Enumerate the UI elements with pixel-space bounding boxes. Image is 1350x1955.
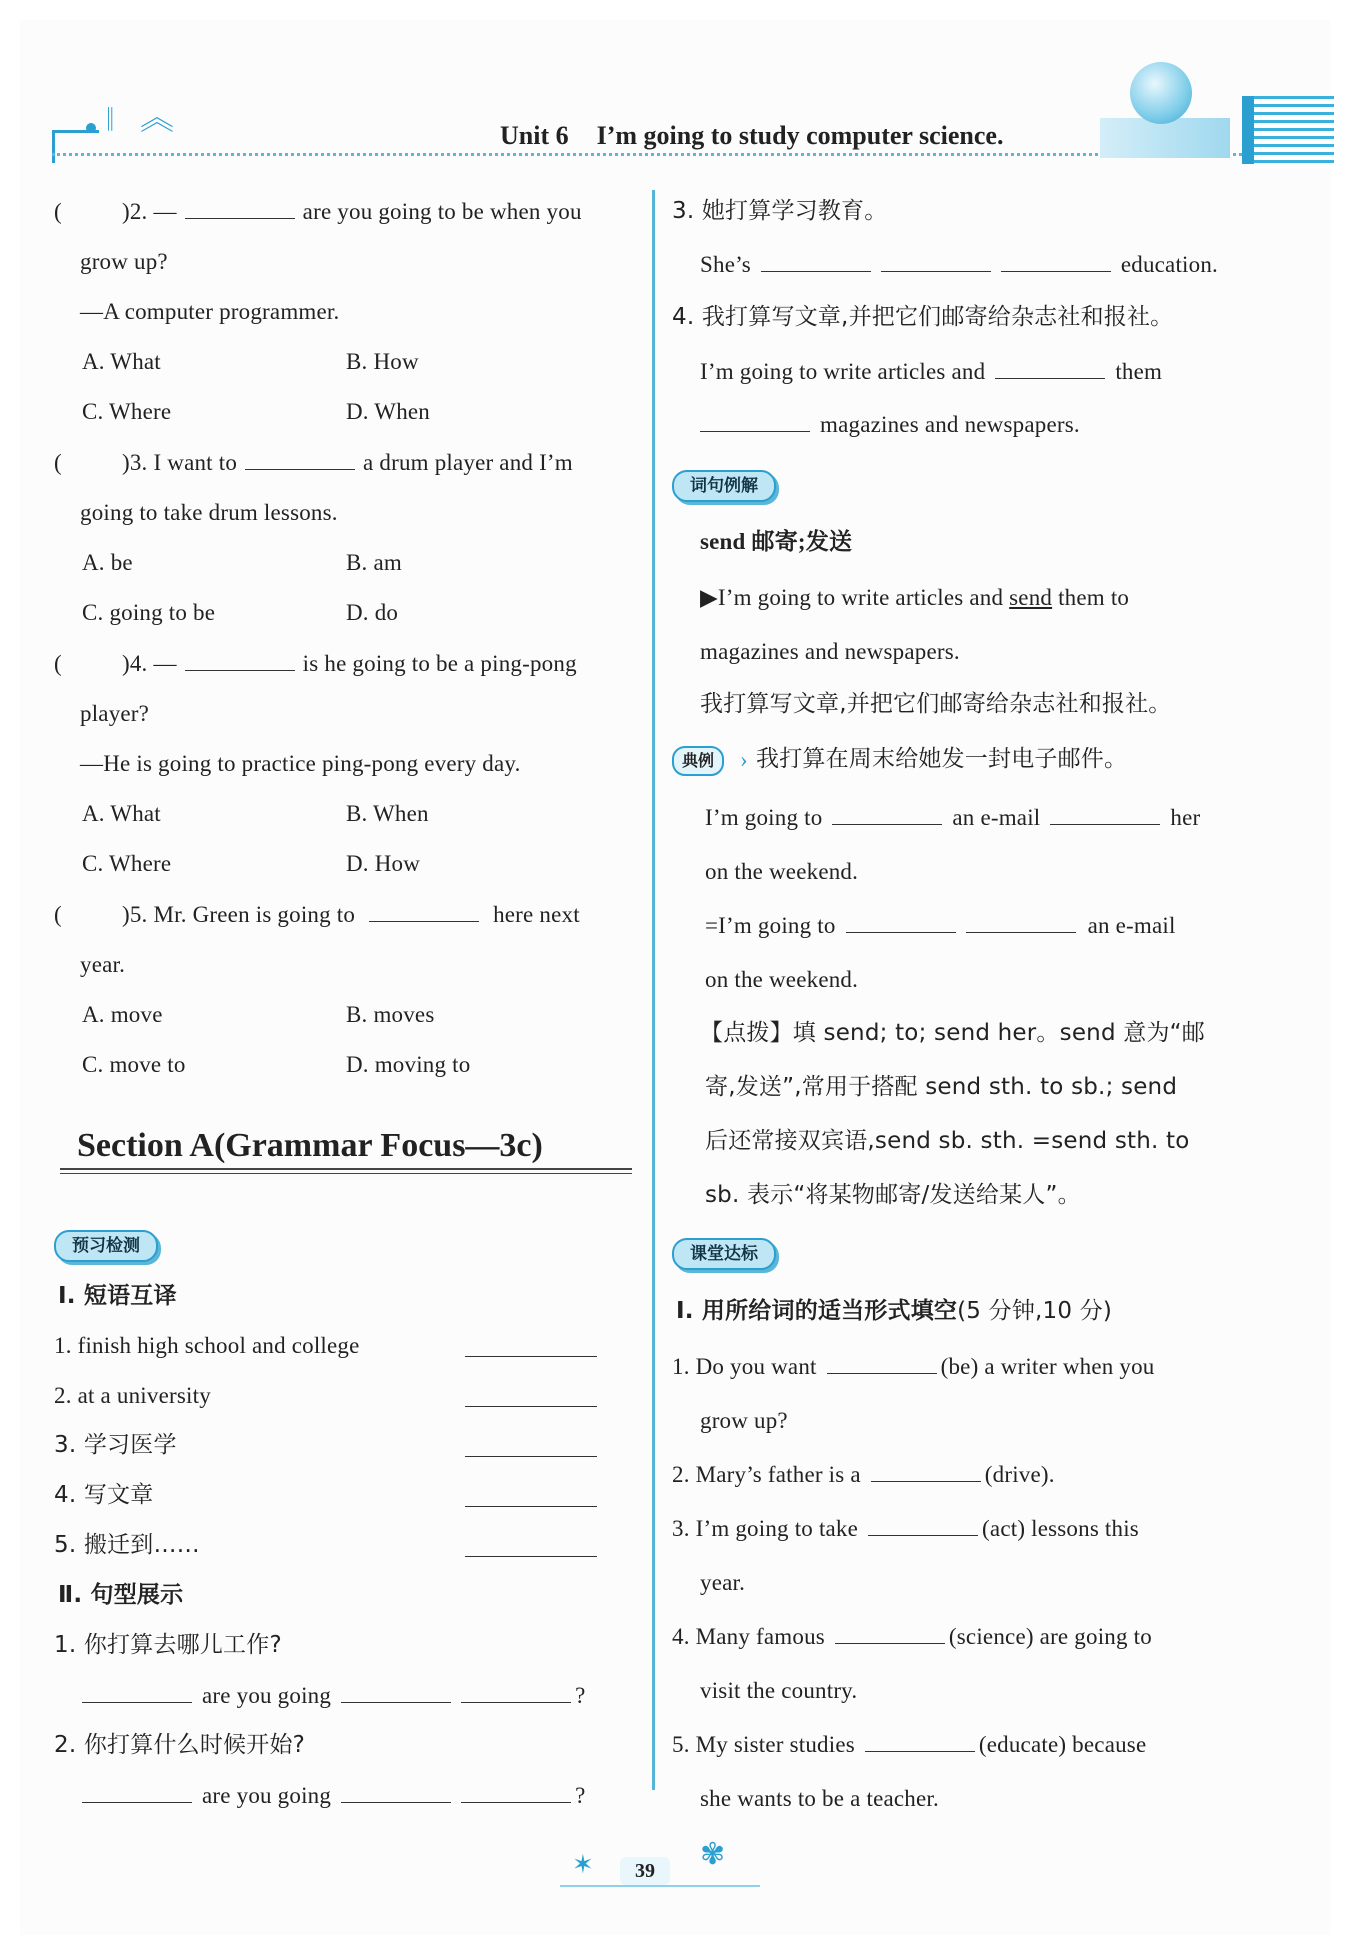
- fill-1: 1. Do you want (be) a writer when you: [672, 1354, 1155, 1379]
- q4-option-a[interactable]: A. What: [82, 801, 161, 826]
- q2-option-b[interactable]: B. How: [346, 349, 419, 374]
- answer-blank[interactable]: [832, 823, 942, 825]
- part2-title: Ⅱ. 句型展示: [58, 1582, 184, 1608]
- q5-option-b[interactable]: B. moves: [346, 1002, 435, 1027]
- q2-option-a[interactable]: A. What: [82, 349, 161, 374]
- q3-cont: going to take drum lessons.: [80, 500, 338, 525]
- q2-paren: (: [54, 199, 62, 224]
- answer-blank[interactable]: [341, 1801, 451, 1803]
- answer-blank[interactable]: [461, 1801, 571, 1803]
- q5-option-d[interactable]: D. moving to: [346, 1052, 471, 1077]
- header-decoration: [1100, 118, 1230, 158]
- q4-cont: player?: [80, 701, 150, 726]
- preview-tag: 预习检测: [54, 1230, 158, 1262]
- vocab-word: send 邮寄;发送: [700, 529, 853, 554]
- q2-cont: grow up?: [80, 249, 168, 274]
- fill-1-cont: grow up?: [700, 1408, 788, 1433]
- palm-tree-icon: ✾: [700, 1838, 726, 1871]
- q2-option-c[interactable]: C. Where: [82, 399, 172, 424]
- bird-icon: 𝄁: [108, 104, 113, 137]
- answer-blank[interactable]: [868, 1534, 978, 1536]
- header-dot: [86, 123, 96, 133]
- q3-option-b[interactable]: B. am: [346, 550, 402, 575]
- question-4: )4. — is he going to be a ping-pong: [122, 651, 577, 676]
- answer-blank[interactable]: [245, 468, 355, 470]
- fill-2: 2. Mary’s father is a (drive).: [672, 1462, 1055, 1487]
- answer-line[interactable]: [465, 1406, 597, 1407]
- answer-blank[interactable]: [966, 931, 1076, 933]
- phrase-item-5: 5. 搬迁到……: [54, 1532, 200, 1558]
- q2-answer: —A computer programmer.: [80, 299, 340, 324]
- r4-en-line1: I’m going to write articles and them: [700, 359, 1163, 384]
- sentence-1-cn: 1. 你打算去哪儿工作?: [54, 1632, 282, 1658]
- sentence-1-en: are you going ?: [82, 1684, 586, 1707]
- phrase-item-1: 1. finish high school and college: [54, 1333, 360, 1358]
- header-bar: [1242, 96, 1254, 164]
- tip-line-3: 后还常接双宾语,send sb. sth. =send sth. to: [705, 1128, 1190, 1154]
- typical-line-2: on the weekend.: [705, 859, 859, 884]
- sentence-2-en: are you going ?: [82, 1784, 586, 1807]
- bird-icon: ︽: [140, 100, 174, 137]
- fill-3: 3. I’m going to take (act) lessons this: [672, 1516, 1139, 1541]
- fill-4-cont: visit the country.: [700, 1678, 858, 1703]
- answer-line[interactable]: [465, 1456, 597, 1457]
- phrase-item-2: 2. at a university: [54, 1383, 211, 1408]
- r3-en: She’s education.: [700, 252, 1218, 277]
- answer-blank[interactable]: [461, 1701, 571, 1703]
- answer-blank[interactable]: [82, 1701, 192, 1703]
- question-3: )3. I want to a drum player and I’m: [122, 450, 573, 475]
- fill-5-cont: she wants to be a teacher.: [700, 1786, 939, 1811]
- question-2: )2. — are you going to be when you: [122, 199, 582, 224]
- typical-cn: 我打算在周末给她发一封电子邮件。: [756, 746, 1128, 772]
- answer-blank[interactable]: [1050, 823, 1160, 825]
- typical-line-1: I’m going to an e-mail her: [705, 805, 1201, 830]
- example-line-2: magazines and newspapers.: [700, 639, 960, 664]
- column-divider: [652, 190, 655, 1790]
- phrase-item-4: 4. 写文章: [54, 1482, 154, 1508]
- q3-paren: (: [54, 450, 62, 475]
- page-number: 39: [620, 1857, 670, 1885]
- answer-blank[interactable]: [82, 1801, 192, 1803]
- q5-option-c[interactable]: C. move to: [82, 1052, 186, 1077]
- answer-blank[interactable]: [185, 669, 295, 671]
- answer-blank[interactable]: [761, 270, 871, 272]
- unit-label: Unit 6: [500, 121, 569, 150]
- answer-blank[interactable]: [871, 1480, 981, 1482]
- answer-blank[interactable]: [700, 430, 810, 432]
- q5-paren: (: [54, 902, 62, 927]
- fill-3-cont: year.: [700, 1570, 746, 1595]
- footer-rule: [560, 1885, 760, 1887]
- answer-blank[interactable]: [341, 1701, 451, 1703]
- star-icon: ✶: [572, 1850, 594, 1879]
- answer-blank[interactable]: [865, 1750, 975, 1752]
- part1-title: Ⅰ. 短语互译: [58, 1283, 177, 1309]
- tip-line-1: 【点拨】填 send; to; send her。send 意为“邮: [700, 1020, 1205, 1046]
- r4-cn: 4. 我打算写文章,并把它们邮寄给杂志社和报社。: [672, 304, 1174, 330]
- q5-option-a[interactable]: A. move: [82, 1002, 163, 1027]
- q4-answer: —He is going to practice ping-pong every day.: [80, 751, 521, 776]
- answer-blank[interactable]: [369, 920, 479, 922]
- r4-en-line2: magazines and newspapers.: [700, 413, 1080, 436]
- answer-blank[interactable]: [835, 1642, 945, 1644]
- phrase-item-3: 3. 学习医学: [54, 1432, 177, 1458]
- header-rule: [52, 153, 1242, 156]
- typical-line-3: =I’m going to an e-mail: [705, 913, 1176, 938]
- header-stripes: [1242, 96, 1334, 164]
- q3-option-d[interactable]: D. do: [346, 600, 399, 625]
- vocab-tag: 词句例解: [672, 470, 776, 502]
- q3-option-a[interactable]: A. be: [82, 550, 133, 575]
- example-line-1: ▶I’m going to write articles and send them to: [700, 585, 1130, 610]
- typical-tag: 典例: [672, 746, 724, 776]
- q3-option-c[interactable]: C. going to be: [82, 600, 216, 625]
- answer-blank[interactable]: [185, 217, 295, 219]
- q4-option-b[interactable]: B. When: [346, 801, 429, 826]
- section-title: Section A(Grammar Focus—3c): [77, 1127, 543, 1164]
- header-bracket: [52, 130, 99, 163]
- answer-line[interactable]: [465, 1556, 597, 1557]
- page-header-title: [500, 121, 1003, 151]
- fill-5: 5. My sister studies (educate) because: [672, 1732, 1147, 1757]
- unit-title: I’m going to study computer science.: [596, 121, 1004, 150]
- class-tag: 课堂达标: [672, 1238, 776, 1270]
- q4-paren: (: [54, 651, 62, 676]
- answer-blank[interactable]: [1001, 270, 1111, 272]
- section-rule: [60, 1168, 632, 1170]
- answer-line[interactable]: [465, 1356, 597, 1357]
- chevron-right-icon: ›: [740, 747, 748, 772]
- example-cn: 我打算写文章,并把它们邮寄给杂志社和报社。: [700, 691, 1172, 717]
- answer-blank[interactable]: [995, 377, 1105, 379]
- q2-option-d[interactable]: D. When: [346, 399, 431, 424]
- fill-title: Ⅰ. 用所给词的适当形式填空(5 分钟,10 分): [676, 1298, 1113, 1324]
- q4-option-c[interactable]: C. Where: [82, 851, 172, 876]
- r3-cn: 3. 她打算学习教育。: [672, 198, 888, 224]
- q4-option-d[interactable]: D. How: [346, 851, 421, 876]
- answer-blank[interactable]: [846, 931, 956, 933]
- question-5: )5. Mr. Green is going to here next: [122, 902, 580, 927]
- answer-blank[interactable]: [881, 270, 991, 272]
- sentence-2-cn: 2. 你打算什么时候开始?: [54, 1732, 306, 1758]
- fill-4: 4. Many famous (science) are going to: [672, 1624, 1152, 1649]
- typical-line-4: on the weekend.: [705, 967, 859, 992]
- section-rule: [60, 1173, 632, 1174]
- globe-icon: [1130, 62, 1192, 124]
- answer-line[interactable]: [465, 1506, 597, 1507]
- tip-line-2: 寄,发送”,常用于搭配 send sth. to sb.; send: [705, 1074, 1178, 1100]
- answer-blank[interactable]: [827, 1372, 937, 1374]
- tip-line-4: sb. 表示“将某物邮寄/发送给某人”。: [705, 1182, 1081, 1208]
- q5-cont: year.: [80, 952, 126, 977]
